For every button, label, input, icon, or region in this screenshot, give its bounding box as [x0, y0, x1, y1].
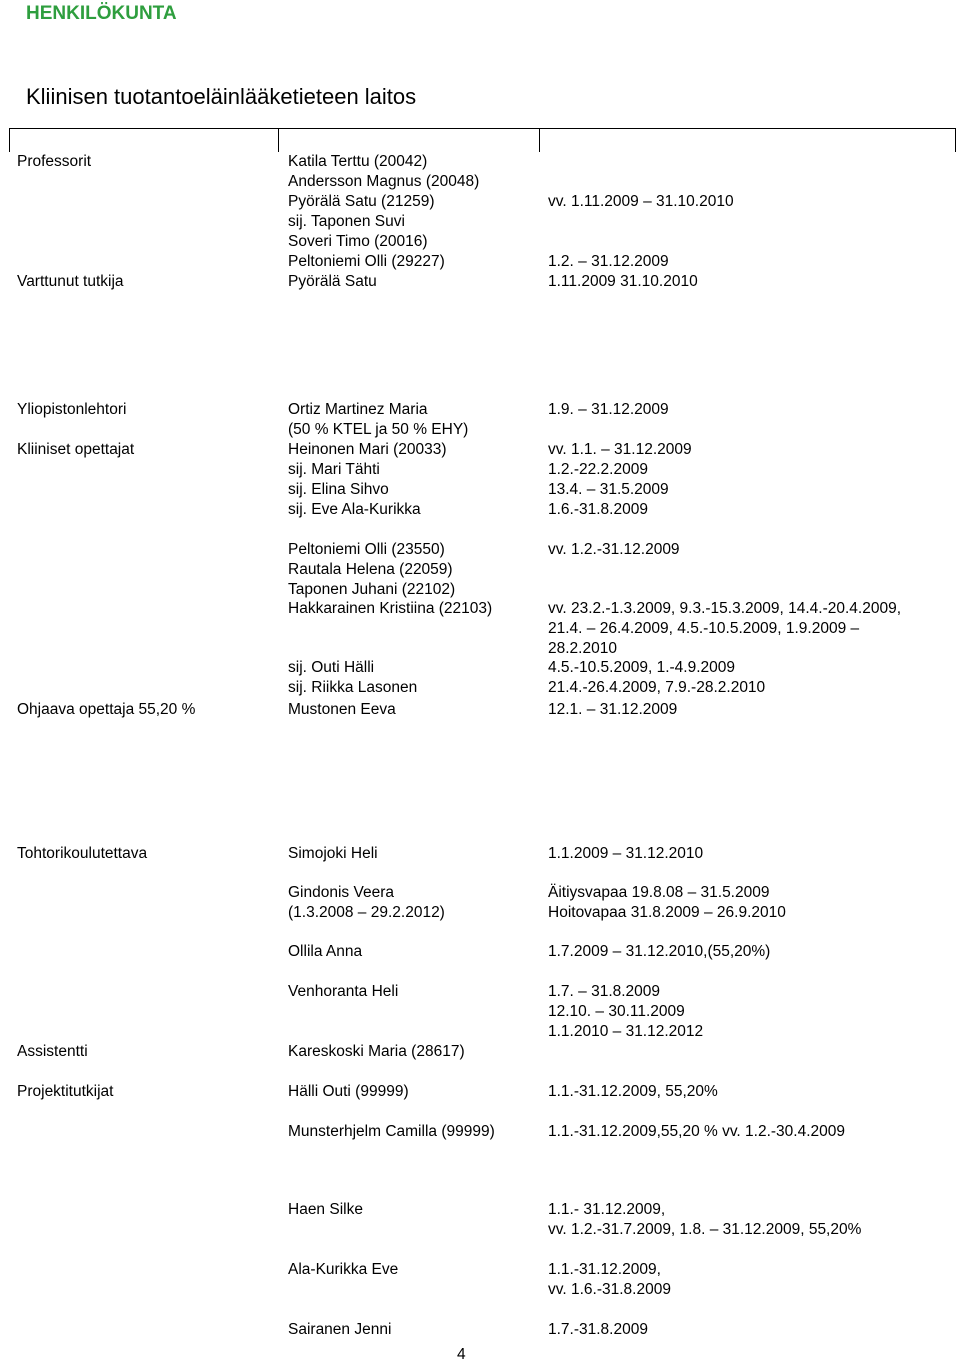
name-entry: Mustonen Eeva: [288, 701, 396, 718]
name-entry: Simojoki Heli: [288, 845, 378, 862]
period-entry: 1.1.-31.12.2009,55,20 % vv. 1.2.-30.4.2009: [548, 1123, 846, 1140]
table-right-border: [955, 128, 956, 152]
name-entry: Peltoniemi Olli (29227): [288, 253, 445, 270]
period-entry: 1.7.-31.8.2009: [548, 1321, 648, 1338]
name-entry: Venhoranta Heli: [288, 983, 399, 1000]
period-entry: 1.1.- 31.12.2009,: [548, 1201, 666, 1218]
role-label: Yliopistonlehtori: [17, 401, 127, 418]
name-entry: Soveri Timo (20016): [288, 233, 428, 250]
name-entry: Rautala Helena (22059): [288, 561, 453, 578]
table-col-divider: [278, 128, 279, 152]
period-entry: 13.4. – 31.5.2009: [548, 481, 669, 498]
period-entry: 28.2.2010: [548, 640, 617, 657]
period-entry: 1.2. – 31.12.2009: [548, 253, 669, 270]
period-entry: 1.6.-31.8.2009: [548, 501, 648, 518]
name-entry: Heinonen Mari (20033): [288, 441, 447, 458]
name-entry: (50 % KTEL ja 50 % EHY): [288, 421, 469, 438]
role-label: Varttunut tutkija: [17, 273, 124, 290]
period-entry: 4.5.-10.5.2009, 1.-4.9.2009: [548, 659, 736, 676]
name-entry: Ollila Anna: [288, 943, 363, 960]
name-entry: Hakkarainen Kristiina (22103): [288, 600, 493, 617]
page-heading: HENKILÖKUNTA: [26, 3, 177, 24]
role-label: Tohtorikoulutettava: [17, 845, 148, 862]
period-entry: vv. 1.2.-31.7.2009, 1.8. – 31.12.2009, 55,20%: [548, 1221, 862, 1238]
name-entry: Andersson Magnus (20048): [288, 173, 480, 190]
period-entry: 1.9. – 31.12.2009: [548, 401, 669, 418]
role-label: Assistentti: [17, 1043, 88, 1060]
name-entry: Pyörälä Satu: [288, 273, 377, 290]
table-top-border: [9, 128, 956, 129]
period-entry: 1.1.2009 – 31.12.2010: [548, 845, 704, 862]
name-entry: Pyörälä Satu (21259): [288, 193, 435, 210]
name-entry: (1.3.2008 – 29.2.2012): [288, 904, 445, 921]
name-entry: sij. Outi Hälli: [288, 659, 375, 676]
period-entry: 21.4. – 26.4.2009, 4.5.-10.5.2009, 1.9.2009 –: [548, 620, 860, 637]
period-entry: Äitiysvapaa 19.8.08 – 31.5.2009: [548, 884, 770, 901]
period-entry: 21.4.-26.4.2009, 7.9.-28.2.2010: [548, 679, 766, 696]
name-entry: Sairanen Jenni: [288, 1321, 392, 1338]
department-title: Kliinisen tuotantoeläinlääketieteen laitos: [26, 84, 417, 109]
period-entry: vv. 1.2.-31.12.2009: [548, 541, 680, 558]
period-entry: 1.2.-22.2.2009: [548, 461, 648, 478]
name-entry: Gindonis Veera: [288, 884, 394, 901]
name-entry: Katila Terttu (20042): [288, 153, 428, 170]
name-entry: Hälli Outi (99999): [288, 1083, 409, 1100]
name-entry: Ortiz Martinez Maria: [288, 401, 428, 418]
name-entry: Munsterhjelm Camilla (99999): [288, 1123, 495, 1140]
name-entry: Taponen Juhani (22102): [288, 581, 456, 598]
name-entry: Haen Silke: [288, 1201, 363, 1218]
period-entry: 1.7. – 31.8.2009: [548, 983, 661, 1000]
period-entry: 1.1.-31.12.2009, 55,20%: [548, 1083, 718, 1100]
period-entry: vv. 1.11.2009 – 31.10.2010: [548, 193, 734, 210]
name-entry: sij. Eve Ala-Kurikka: [288, 501, 421, 518]
period-entry: 1.7.2009 – 31.12.2010,(55,20%): [548, 943, 771, 960]
period-entry: vv. 23.2.-1.3.2009, 9.3.-15.3.2009, 14.4.-20.4.2009,: [548, 600, 902, 617]
period-entry: 12.1. – 31.12.2009: [548, 701, 678, 718]
name-entry: sij. Mari Tähti: [288, 461, 380, 478]
name-entry: Kareskoski Maria (28617): [288, 1043, 465, 1060]
period-entry: 1.1.2010 – 31.12.2012: [548, 1023, 704, 1040]
name-entry: sij. Taponen Suvi: [288, 213, 405, 230]
table-left-border: [9, 128, 10, 152]
name-entry: sij. Elina Sihvo: [288, 481, 389, 498]
name-entry: Ala-Kurikka Eve: [288, 1261, 399, 1278]
name-entry: sij. Riikka Lasonen: [288, 679, 418, 696]
period-entry: vv. 1.6.-31.8.2009: [548, 1281, 671, 1298]
role-label: Professorit: [17, 153, 92, 170]
period-entry: 12.10. – 30.11.2009: [548, 1003, 685, 1020]
role-label: Ohjaava opettaja 55,20 %: [17, 701, 196, 718]
table-col-divider: [539, 128, 540, 152]
page-number: 4: [457, 1346, 466, 1363]
name-entry: Peltoniemi Olli (23550): [288, 541, 445, 558]
period-entry: Hoitovapaa 31.8.2009 – 26.9.2010: [548, 904, 786, 921]
role-label: Kliiniset opettajat: [17, 441, 135, 458]
period-entry: 1.11.2009 31.10.2010: [548, 273, 698, 290]
role-label: Projektitutkijat: [17, 1083, 114, 1100]
period-entry: 1.1.-31.12.2009,: [548, 1261, 661, 1278]
period-entry: vv. 1.1. – 31.12.2009: [548, 441, 692, 458]
